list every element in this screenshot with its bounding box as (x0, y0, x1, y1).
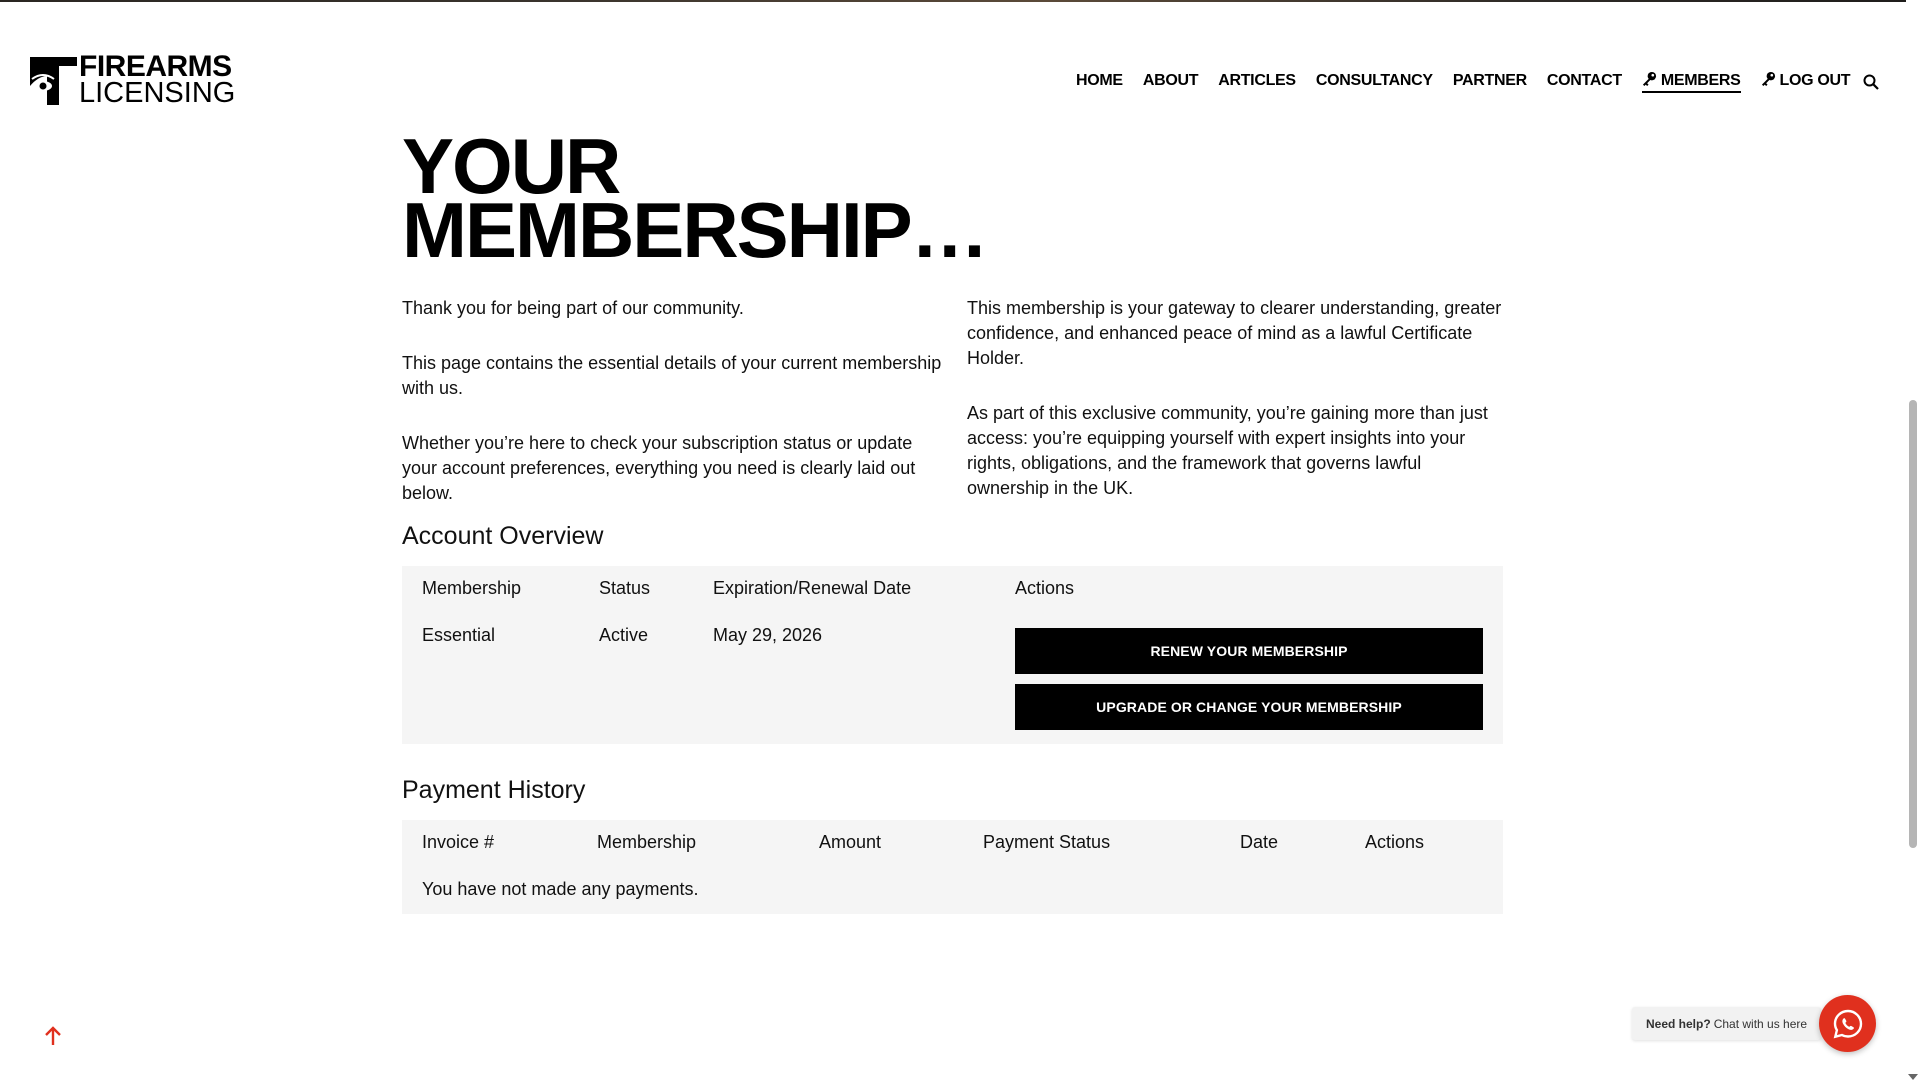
chat-help-text: Chat with us here (1713, 1016, 1808, 1031)
intro-paragraph: Whether you’re here to check your subscription status or update your account preferences, everything you need is clearly laid out below. (402, 433, 916, 503)
upgrade-membership-button[interactable]: UPGRADE OR CHANGE YOUR MEMBERSHIP (1015, 684, 1483, 730)
account-overview-title: Account Overview (402, 522, 604, 550)
column-header: Amount (819, 832, 882, 852)
page-title (402, 122, 987, 274)
nav-logout[interactable] (1761, 71, 1851, 93)
membership-status: Active (599, 625, 649, 645)
intro-right (967, 296, 1507, 531)
nav-members-label: MEMBERS (1660, 72, 1741, 89)
intro-paragraph: This page contains the essential details of your current membership with us. (402, 353, 942, 398)
renewal-date: May 29, 2026 (713, 625, 823, 645)
nav-consultancy[interactable]: CONSULTANCY (1315, 72, 1433, 89)
column-header: Actions (1365, 832, 1425, 852)
key-icon (1761, 71, 1776, 91)
eye-logo-icon (29, 56, 79, 106)
nav-contact[interactable]: CONTACT (1546, 72, 1622, 89)
column-header: Payment Status (983, 832, 1111, 852)
intro-paragraph: This membership is your gateway to clearer understanding, greater confidence, and enhanced peace of mind as a lawful Certificate Holder. (967, 298, 1502, 368)
nav-articles[interactable]: ARTICLES (1218, 72, 1296, 89)
column-header: Expiration/Renewal Date (713, 578, 912, 598)
nav-home[interactable]: HOME (1076, 72, 1123, 89)
renew-membership-button[interactable]: RENEW YOUR MEMBERSHIP (1015, 628, 1483, 674)
column-header: Actions (1015, 578, 1075, 598)
key-icon (1642, 71, 1657, 91)
chat-help-bold: Need help? (1646, 1016, 1711, 1031)
main-nav (1076, 69, 1870, 95)
site-logo[interactable] (29, 50, 244, 109)
payment-history-title: Payment History (402, 776, 586, 804)
intro-left (402, 296, 942, 536)
scrollbar-thumb[interactable] (1909, 400, 1917, 848)
page-title-line2: MEMBERSHIP… (402, 186, 987, 274)
nav-logout-label: LOG OUT (1779, 72, 1851, 89)
logo-text-line2: LICENSING (79, 77, 236, 109)
whatsapp-icon (1832, 1008, 1864, 1040)
scroll-down-arrow-icon[interactable] (1908, 1068, 1918, 1086)
intro-paragraph: As part of this exclusive community, you’re gaining more than just access: you’re equipping yourself with expert insights into your rights, obligations, and the framework that governs lawful ownership in the UK. (967, 403, 1488, 498)
nav-members[interactable] (1642, 71, 1741, 93)
payment-history-table (402, 820, 1503, 914)
intro-paragraph: Thank you for being part of our community. (402, 298, 744, 318)
membership-level: Essential (422, 625, 496, 645)
chat-help-bubble[interactable] (1632, 1007, 1821, 1040)
column-header: Invoice # (422, 832, 495, 852)
page-title-line1: YOUR (402, 122, 620, 210)
search-icon[interactable] (1863, 74, 1879, 95)
nav-partner[interactable]: PARTNER (1452, 72, 1527, 89)
column-header: Status (599, 578, 651, 598)
nav-about[interactable]: ABOUT (1142, 72, 1199, 89)
column-header: Date (1240, 832, 1279, 852)
top-image-strip (0, 0, 1906, 2)
whatsapp-chat-button[interactable] (1819, 995, 1876, 1052)
arrow-up-icon (44, 1026, 62, 1046)
column-header: Membership (597, 832, 697, 852)
column-header: Membership (422, 578, 522, 598)
account-overview-table (402, 566, 1503, 744)
logo-text-line1: FIREARMS (79, 50, 232, 83)
empty-payments-message: You have not made any payments. (422, 879, 699, 899)
back-to-top-button[interactable] (44, 1026, 62, 1051)
